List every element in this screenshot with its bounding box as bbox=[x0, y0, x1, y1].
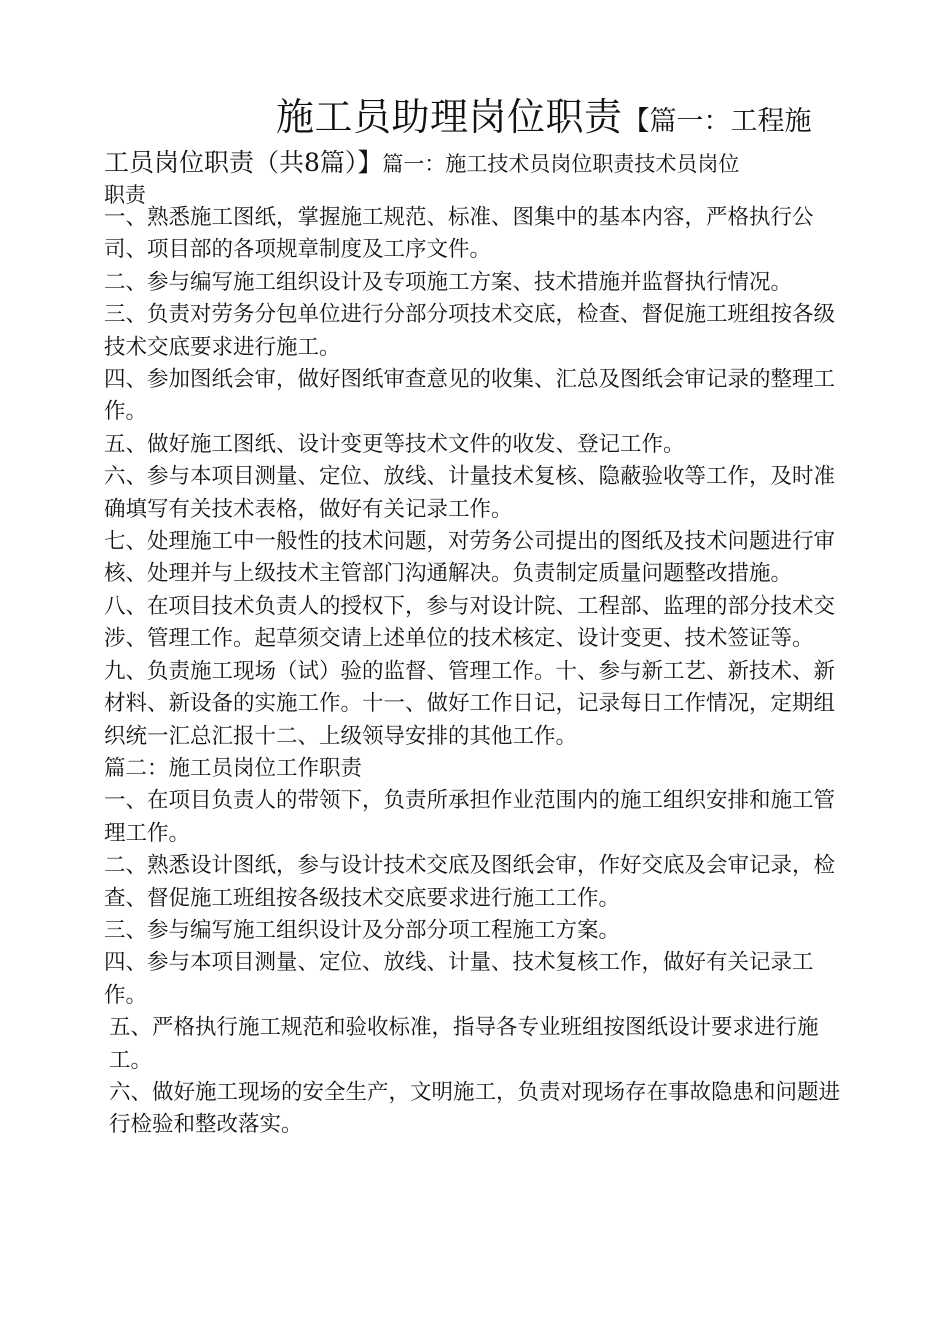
paragraph: 六、参与本项目测量、定位、放线、计量技术复核、隐蔽验收等工作，及时准确填写有关技术表格，做好有关记录工作。 bbox=[104, 464, 836, 522]
title-line-3: 职责 bbox=[104, 183, 146, 207]
paragraph: 二、熟悉设计图纸，参与设计技术交底及图纸会审，作好交底及会审记录，检查、督促施工班组按各级技术交底要求进行施工工作。 bbox=[104, 853, 836, 911]
paragraph: 一、在项目负责人的带领下，负责所承担作业范围内的施工组织安排和施工管理工作。 bbox=[104, 788, 836, 846]
title-line-2-main: 工员岗位职责（共8篇）】 bbox=[104, 148, 383, 177]
paragraph: 五、做好施工图纸、设计变更等技术文件的收发、登记工作。 bbox=[104, 431, 685, 457]
paragraph: 九、负责施工现场（试）验的监督、管理工作。十、参与新工艺、新技术、新材料、新设备的实施工作。十一、做好工作日记，记录每日工作情况，定期组织统一汇总汇报十二、上级领导安排的其他工作。 bbox=[104, 658, 836, 749]
paragraph: 四、参加图纸会审，做好图纸审查意见的收集、汇总及图纸会审记录的整理工作。 bbox=[104, 367, 836, 425]
paragraph: 四、参与本项目测量、定位、放线、计量、技术复核工作，做好有关记录工作。 bbox=[104, 950, 814, 1008]
paragraph: 三、参与编写施工组织设计及分部分项工程施工方案。 bbox=[104, 917, 621, 943]
paragraph: 二、参与编写施工组织设计及专项施工方案、技术措施并监督执行情况。 bbox=[104, 269, 793, 295]
title-line-2-subheading: 篇一：施工技术员岗位职责技术员岗位 bbox=[382, 152, 740, 176]
document-title bbox=[104, 88, 850, 210]
paragraph: 七、处理施工中一般性的技术问题，对劳务公司提出的图纸及技术问题进行审核、处理并与上级技术主管部门沟通解决。负责制定质量问题整改措施。 bbox=[104, 529, 836, 587]
paragraph: 三、负责对劳务分包单位进行分部分项技术交底，检查、督促施工班组按各级技术交底要求进行施工。 bbox=[104, 302, 836, 360]
document-body bbox=[104, 202, 844, 1142]
title-line-1 bbox=[104, 88, 850, 146]
paragraph: 一、熟悉施工图纸，掌握施工规范、标准、图集中的基本内容，严格执行公司、项目部的各项规章制度及工序文件。 bbox=[104, 205, 814, 263]
paragraph: 八、在项目技术负责人的授权下，参与对设计院、工程部、监理的部分技术交涉、管理工作。起草须交请上述单位的技术核定、设计变更、技术签证等。 bbox=[104, 593, 836, 652]
title-sub: 【篇一：工程施 bbox=[622, 106, 812, 137]
title-main: 施工员助理岗位职责 bbox=[276, 95, 623, 139]
paragraph: 五、严格执行施工规范和验收标准，指导各专业班组按图纸设计要求进行施工。 bbox=[109, 1015, 819, 1073]
section-heading: 篇二：施工员岗位工作职责 bbox=[104, 755, 363, 781]
paragraph: 六、做好施工现场的安全生产，文明施工，负责对现场存在事故隐患和问题进行检验和整改落实。 bbox=[109, 1079, 841, 1138]
title-line-2 bbox=[104, 146, 850, 180]
